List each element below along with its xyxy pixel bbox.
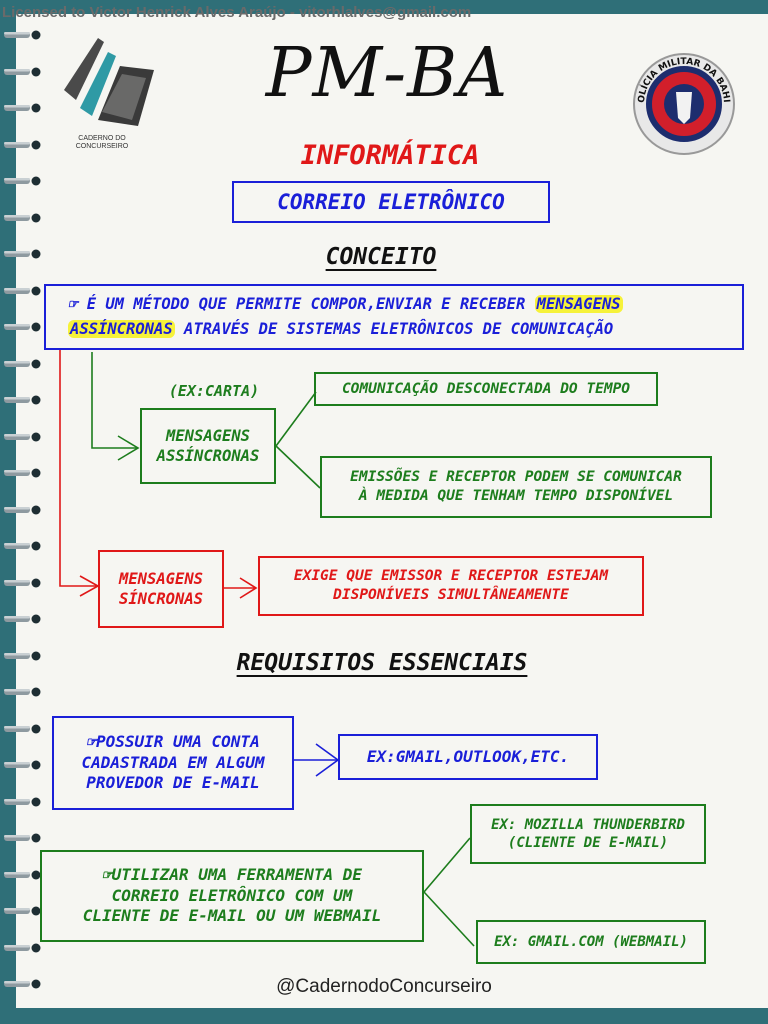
subject-title: INFORMÁTICA xyxy=(300,140,480,171)
sync-detail-box xyxy=(258,556,644,616)
definition-text-part2: ATRAVÉS DE SISTEMAS ELETRÔNICOS DE COMUNICAÇÃO xyxy=(184,319,614,338)
webmail-example-box xyxy=(476,920,706,964)
requirement-1-line3: PROVEDOR DE E-MAIL xyxy=(86,773,260,793)
sync-detail-line1: EXIGE QUE EMISSOR E RECEPTOR ESTEJAM xyxy=(293,568,609,585)
sync-messages-box xyxy=(98,550,224,628)
definition-highlight-mensagens: MENSAGENS xyxy=(536,295,621,313)
webmail-example: EX: GMAIL.COM (WEBMAIL) xyxy=(494,933,688,950)
requirement-account-example-box xyxy=(338,734,598,780)
requirement-tool-box xyxy=(40,850,424,942)
client-example-box xyxy=(470,804,706,864)
license-watermark: Licensed to Victor Henrick Alves Araújo - vitorhlalves@gmail.com xyxy=(2,4,472,21)
topic-label: CORREIO ELETRÔNICO xyxy=(277,190,505,214)
sync-detail-line2: DISPONÍVEIS SIMULTÂNEAMENTE xyxy=(333,587,569,603)
page-title: PM-BA xyxy=(265,34,509,113)
async-messages-box xyxy=(140,408,276,484)
svg-text:POLÍCIA MILITAR DA BAHIA: OLÍCIA MILITAR DA BAHI xyxy=(636,56,731,104)
sync-label-line2: SÍNCRONAS xyxy=(119,590,203,608)
async-detail-2-line1: EMISSÕES E RECEPTOR PODEM SE COMUNICAR xyxy=(350,469,682,486)
footer-handle: @CadernodoConcurseiro xyxy=(276,976,492,997)
async-detail-box-1 xyxy=(314,372,658,406)
example-label: (EX:CARTA) xyxy=(168,382,260,400)
requirement-1-example: EX:GMAIL,OUTLOOK,ETC. xyxy=(366,746,570,766)
logo-caption: CADERNO DO CONCURSEIRO xyxy=(75,135,129,151)
definition-text-part1: É UM MÉTODO QUE PERMITE COMPOR,ENVIAR E RECEBER xyxy=(86,295,526,313)
client-example-line2: (CLIENTE DE E-MAIL) xyxy=(507,835,669,851)
conceito-heading: CONCEITO xyxy=(325,244,437,270)
definition-box xyxy=(44,284,744,350)
requirement-2-line1: ☞UTILIZAR UMA FERRAMENTA DE xyxy=(101,864,363,884)
async-label-line2: ASSÍNCRONAS xyxy=(156,447,260,465)
requirement-account-box xyxy=(52,716,294,810)
async-detail-2-line2: À MEDIDA QUE TENHAM TEMPO DISPONÍVEL xyxy=(358,488,674,504)
client-example-line1: EX: MOZILLA THUNDERBIRD xyxy=(491,816,685,833)
definition-highlight-assincronas: ASSÍNCRONAS xyxy=(70,319,173,338)
requirement-1-line2: CADASTRADA EM ALGUM xyxy=(81,752,265,772)
async-detail-box-2 xyxy=(320,456,712,518)
async-detail-1: COMUNICAÇÃO DESCONECTADA DO TEMPO xyxy=(341,380,631,397)
pointing-hand-icon: ☞ xyxy=(68,295,78,313)
pointing-hand-icon: ☞ xyxy=(86,731,96,751)
requirement-2-line3: CLIENTE DE E-MAIL OU UM WEBMAIL xyxy=(82,906,382,926)
async-label-line1: MENSAGENS xyxy=(166,426,250,445)
requirement-1-line1: ☞POSSUIR UMA CONTA xyxy=(86,731,260,751)
sync-label-line1: MENSAGENS xyxy=(119,569,203,588)
pointing-hand-icon: ☞ xyxy=(101,864,112,884)
requirement-2-line2: CORREIO ELETRÔNICO COM UM xyxy=(111,885,353,905)
requisitos-heading: REQUISITOS ESSENCIAIS xyxy=(236,650,528,676)
